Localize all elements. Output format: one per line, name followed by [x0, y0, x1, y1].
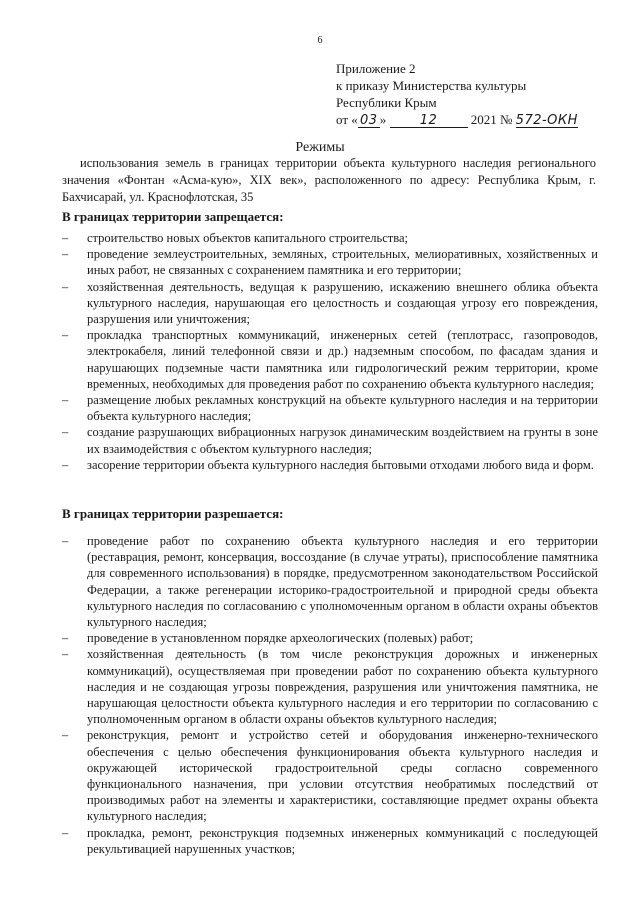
appendix-header	[336, 60, 578, 128]
list-item: – прокладка, ремонт, реконструкция подземных инженерных коммуникаций с последующей рекультивацией нарушенных участков;	[62, 825, 598, 857]
list-item: – прокладка транспортных коммуникаций, инженерных сетей (теплотрасс, газопроводов, электрокабеля, линий телефонной связи и др.) надземным способом, по фасадам здания и нарушающих подземные части памятника или гидрологический режим территории, кроме временных, необходимых для проведения работ по сохранению объекта культурного наследия;	[62, 327, 598, 392]
list-item: – хозяйственная деятельность (в том числе реконструкция дорожных и инженерных коммуникаций), осуществляемая при проведении работ по сохранению объекта культурного наследия и не создающая угрозы повреждения, разрушения или уничтожения памятника, не нарушающая целостности объекта культурного наследия и его территории по согласованию с уполномоченным органом в области охраны объектов культурного наследия;	[62, 646, 598, 727]
appendix-ministry: Республики Крым	[336, 95, 437, 110]
appendix-order-ref: к приказу Министерства культуры	[336, 78, 527, 93]
appendix-date-line	[336, 111, 578, 128]
document-title: Режимы	[295, 140, 345, 155]
date-separator: »	[379, 112, 387, 127]
appendix-title: Приложение 2	[336, 61, 416, 76]
date-year: 2021 №	[470, 112, 513, 127]
list-item: – создание разрушающих вибрационных нагрузок динамическим воздействием на грунты в зоне их взаимодействия с объектом культурного наследия;	[62, 424, 598, 456]
document-subtitle: использования земель в границах территории объекта культурного наследия регионального значения «Фонтан «Асма-кую», XIX век», расположенного по адресу: Республика Крым, г. Бахчисарай, ул. Краснофлотская, 35	[62, 156, 596, 204]
permitted-heading: В границах территории разрешается:	[62, 506, 284, 521]
date-day: 03	[358, 114, 380, 128]
prohibited-heading: В границах территории запрещается:	[62, 209, 284, 224]
list-item: – проведение работ по сохранению объекта культурного наследия и его территории (реставрация, ремонт, консервация, воссоздание (в случае утраты), приспособление памятника для современного использования) в порядке, предусмотренном законодательством Российской Федерации, а также регенерации историко-градостроительной и природной среды объекта культурного наследия по согласованию с уполномоченным органом в области охраны объектов культурного наследия;	[62, 533, 598, 630]
order-number: 572-ОКН	[515, 113, 578, 128]
list-item: – проведение землеустроительных, земляных, строительных, мелиоративных, хозяйственных и иных работ, не связанных с сохранением памятника и его территории;	[62, 246, 598, 278]
list-item: – хозяйственная деятельность, ведущая к разрушению, искажению внешнего облика объекта культурного наследия, нарушающая его целостность и создающая угрозу его повреждения, разрушения или уничтожения;	[62, 279, 598, 328]
list-item: – засорение территории объекта культурного наследия бытовыми отходами любого вида и форм.	[62, 457, 598, 473]
list-item: – строительство новых объектов капитального строительства;	[62, 230, 598, 246]
date-month: 12	[390, 114, 468, 128]
list-item: – реконструкция, ремонт и устройство сетей и оборудования инженерно-технического обеспечения с целью обеспечения функционирования объекта культурного наследия и окружающей исторической градостроительной среды согласно современного функционального назначения, при условии отсутствия необратимых последствий от производимых работ на элементы и характеристики, составляющие предмет охраны объекта культурного наследия;	[62, 727, 598, 824]
date-prefix: от «	[336, 112, 358, 127]
list-item: – размещение любых рекламных конструкций на объекте культурного наследия и на территории объекта культурного наследия;	[62, 392, 598, 424]
prohibited-list	[62, 230, 598, 473]
page-number: 6	[317, 35, 323, 46]
permitted-list	[62, 533, 598, 857]
list-item: – проведение в установленном порядке археологических (полевых) работ;	[62, 630, 598, 646]
